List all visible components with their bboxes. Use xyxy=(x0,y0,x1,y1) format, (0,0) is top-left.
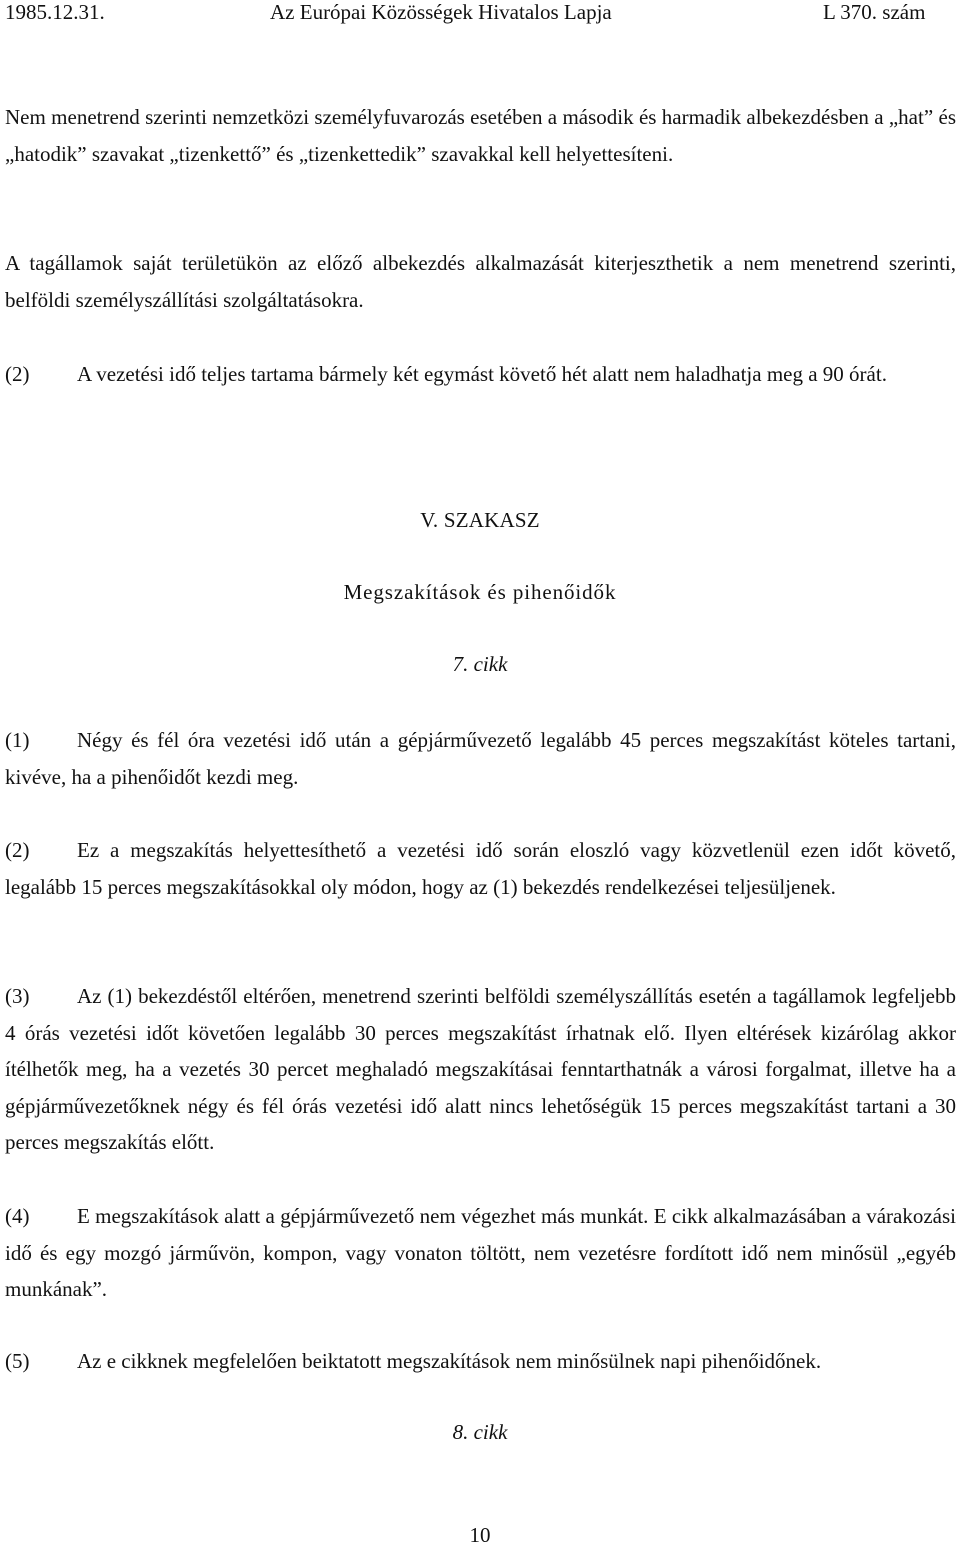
article-7-item-5 xyxy=(5,1343,956,1380)
item-number: (2) xyxy=(5,838,30,862)
item-number: (5) xyxy=(5,1349,30,1373)
item-number: (4) xyxy=(5,1204,30,1228)
header-journal-title: Az Európai Közösségek Hivatalos Lapja xyxy=(270,0,612,24)
paragraph-number: (2) xyxy=(5,362,30,386)
article-7-heading: 7. cikk xyxy=(452,652,508,676)
item-text: Az (1) bekezdéstől eltérően, menetrend szerinti belföldi személyszállítás esetén a tagállamok legfeljebb 4 órás vezetési időt követően legalább 30 perces megszakítást írhatnak elő. Ilyen eltérések kizárólag akkor ítélhetők meg, ha a vezetés 30 percet meghaladó megszakításai fenntarthatnák a városi forgalmat, illetve ha a gépjárművezetőknek négy és fél órás vezetési idő alatt nincs lehetőségük 15 perces megszakítást tartani a 30 perces megszakítás előtt. xyxy=(5,984,956,1155)
page-header xyxy=(5,0,927,26)
item-text: Négy és fél óra vezetési idő után a gépjárművezető legalább 45 perces megszakítást köteles tartani, kivéve, ha a pihenőidőt kezdi meg. xyxy=(5,728,956,789)
article-8-heading: 8. cikk xyxy=(452,1420,508,1444)
header-issue-number: L 370. szám xyxy=(823,0,926,24)
article-7-item-4 xyxy=(5,1198,956,1308)
paragraph-2-driving-time xyxy=(5,356,956,393)
paragraph-text: A vezetési idő teljes tartama bármely két egymást követő hét alatt nem haladhatja meg a 90 órát. xyxy=(77,362,887,386)
item-number: (3) xyxy=(5,984,30,1008)
article-7-item-2 xyxy=(5,832,956,905)
item-text: Az e cikknek megfelelően beiktatott megszakítások nem minősülnek napi pihenőidőnek. xyxy=(77,1349,822,1373)
item-text: E megszakítások alatt a gépjárművezető nem végezhet más munkát. E cikk alkalmazásában a várakozási idő és egy mozgó járművön, kompon, vagy vonaton töltött, nem vezetésre fordított idő nem minősül „egyéb munkának”. xyxy=(5,1204,956,1302)
page-number: 10 xyxy=(469,1523,491,1547)
section-subtitle: Megszakítások és pihenőidők xyxy=(343,580,617,604)
article-7-item-3 xyxy=(5,978,956,1161)
paragraph-member-states: A tagállamok saját területükön az előző albekezdés alkalmazását kiterjeszthetik a nem menetrend szerinti, belföldi személyszállítási szolgáltatásokra. xyxy=(5,251,956,312)
header-date: 1985.12.31. xyxy=(5,0,105,24)
item-number: (1) xyxy=(5,728,30,752)
article-7-item-1 xyxy=(5,722,956,795)
section-title: V. SZAKASZ xyxy=(420,508,540,532)
paragraph-intro: Nem menetrend szerinti nemzetközi személyfuvarozás esetében a második és harmadik albekezdésben a „hat” és „hatodik” szavakat „tizenkettő” és „tizenkettedik” szavakkal kell helyettesíteni. xyxy=(5,105,956,166)
item-text: Ez a megszakítás helyettesíthető a vezetési idő során eloszló vagy közvetlenül ezen időt követő, legalább 15 perces megszakításokkal oly módon, hogy az (1) bekezdés rendelkezései teljesüljenek. xyxy=(5,838,956,899)
